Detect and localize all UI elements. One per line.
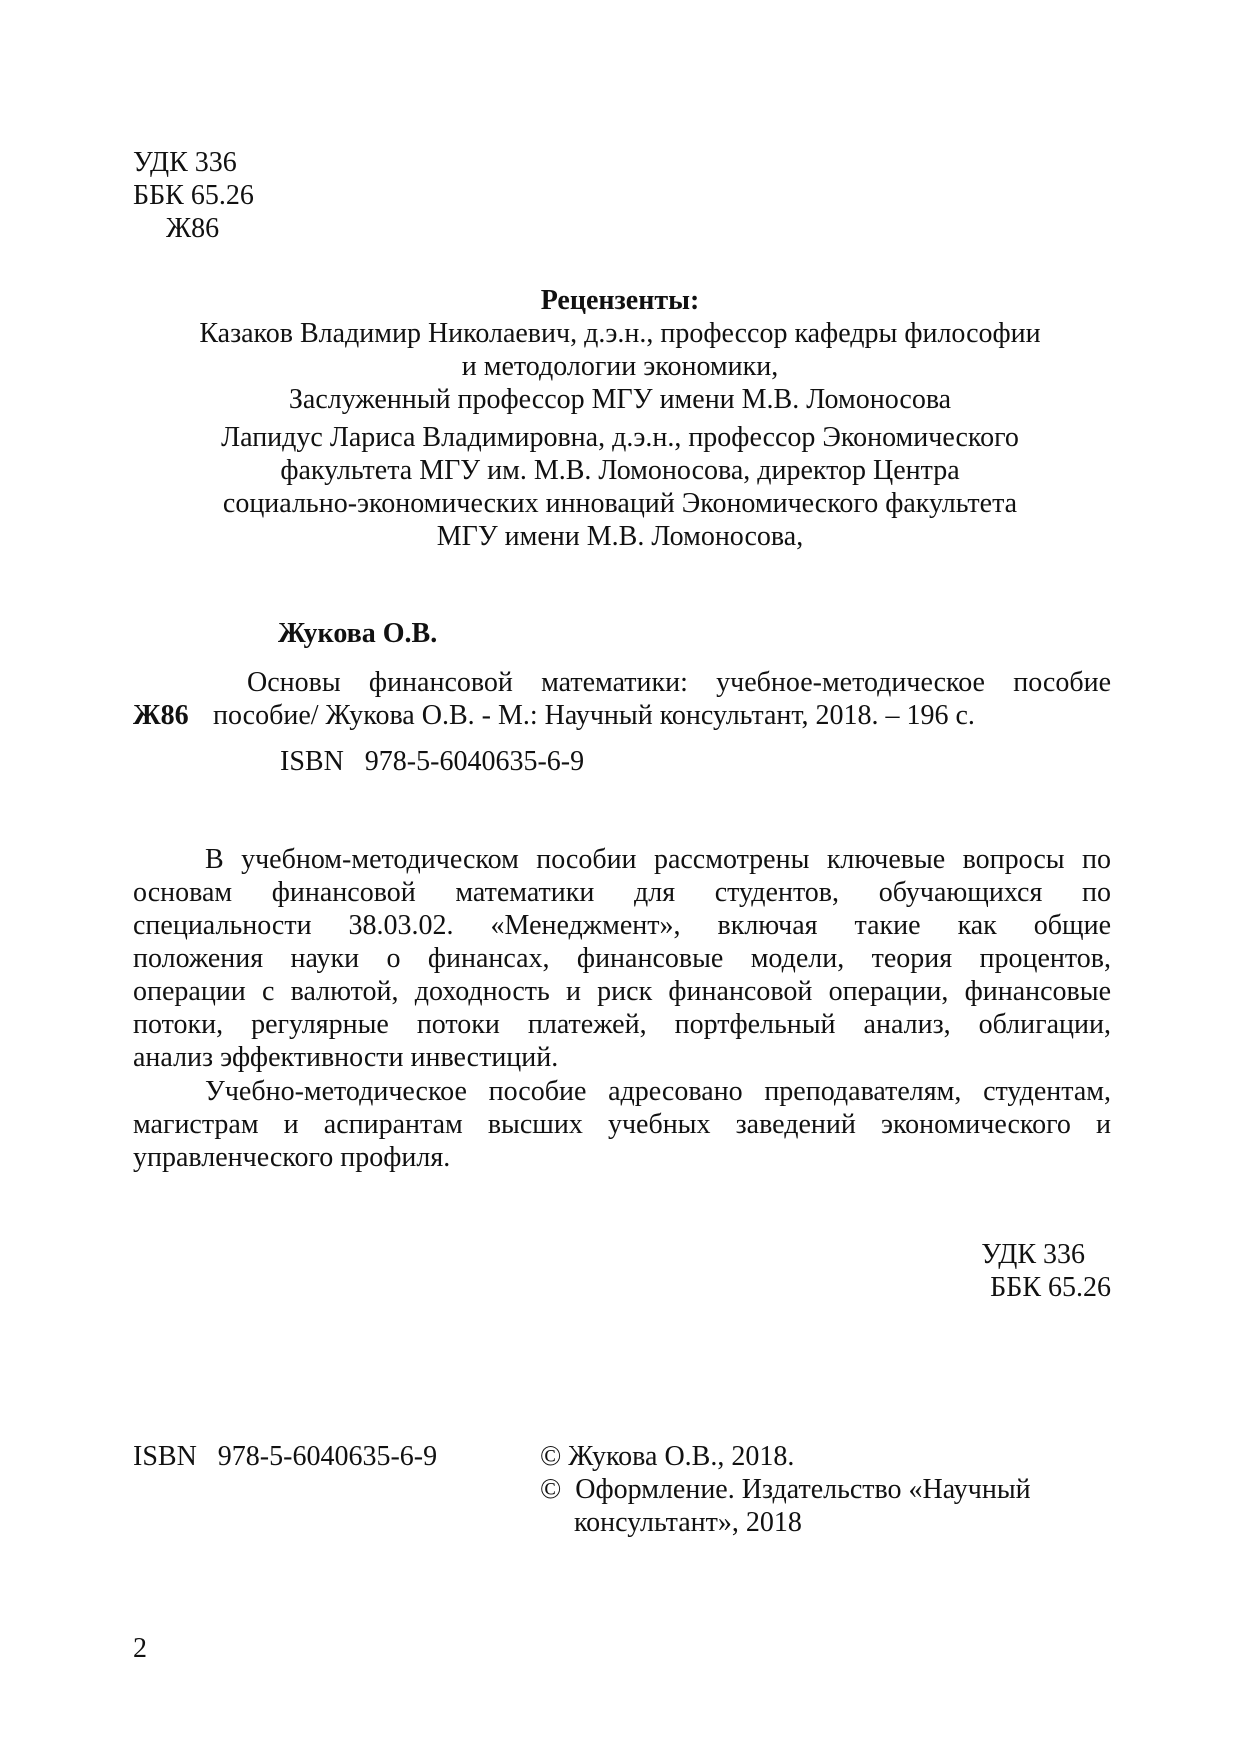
reviewer-2-line: факультета МГУ им. М.В. Ломоносова, директор Центра	[280, 455, 960, 486]
footer-bbk: ББК 65.26	[990, 1272, 1111, 1303]
abstract-line: В учебном-методическом пособии рассмотрены ключевые вопросы по	[205, 844, 1111, 875]
abstract-line: управленческого профиля.	[133, 1142, 451, 1173]
reviewer-1	[120, 317, 1120, 416]
abstract-line: Учебно-методическое пособие адресовано преподавателям, студентам,	[205, 1076, 1111, 1107]
bib-line-1	[247, 666, 1111, 699]
abstract-line: специальности 38.03.02. «Менеджмент», включая такие как общие	[133, 910, 1111, 941]
reviewer-2-line: МГУ имени М.В. Ломоносова,	[436, 521, 804, 552]
abstract-line: потоки, регулярные потоки платежей, портфельный анализ, облигации,	[133, 1009, 1111, 1040]
page-number: 2	[133, 1633, 147, 1664]
reviewer-1-line: Заслуженный профессор МГУ имени М.В. Ломоносова	[288, 384, 952, 415]
reviewer-1-line: Казаков Владимир Николаевич, д.э.н., профессор кафедры философии	[199, 318, 1041, 349]
reviewer-1-line: и методологии экономики,	[461, 351, 779, 382]
footer-udk: УДК 336	[981, 1239, 1085, 1270]
bib-mark: Ж86	[133, 700, 189, 731]
header-udk: УДК 336	[133, 147, 237, 178]
abstract-line: основам финансовой математики для студентов, обучающихся по	[133, 877, 1111, 908]
imprint-isbn: ISBN 978-5-6040635-6-9	[133, 1441, 438, 1472]
header-codes	[133, 146, 254, 245]
abstract-line: операции с валютой, доходность и риск финансовой операции, финансовые	[133, 976, 1111, 1007]
bib-isbn: ISBN 978-5-6040635-6-9	[280, 746, 585, 777]
bib-title: Основы финансовой математики: учебное-методическое пособие	[247, 667, 1111, 698]
bib-author: Жукова О.В.	[278, 618, 438, 649]
abstract-line: положения науки о финансах, финансовые модели, теория процентов,	[133, 943, 1111, 974]
bib-line-2: пособие/ Жукова О.В. - М.: Научный консультант, 2018. – 196 с.	[213, 700, 975, 731]
header-bbk: ББК 65.26	[133, 180, 254, 211]
footer-codes	[900, 1238, 1111, 1304]
reviewers-title: Рецензенты:	[540, 285, 700, 316]
abstract-line: анализ эффективности инвестиций.	[133, 1042, 559, 1073]
abstract-line: магистрам и аспирантам высших учебных заведений экономического и	[133, 1109, 1111, 1140]
reviewer-2-line: социально-экономических инноваций Экономического факультета	[222, 488, 1018, 519]
copyright-author: © Жукова О.В., 2018.	[540, 1441, 795, 1472]
abstract-paragraph-1	[133, 843, 1111, 1074]
reviewer-2-line: Лапидус Лариса Владимировна, д.э.н., профессор Экономического	[221, 422, 1019, 453]
reviewer-2	[120, 421, 1120, 553]
header-author-mark: Ж86	[166, 213, 220, 244]
copyright-design: © Оформление. Издательство «Научный	[540, 1474, 1031, 1505]
copyright-design-cont: консультант», 2018	[574, 1507, 802, 1538]
imprint-copyright	[540, 1440, 1031, 1539]
abstract-paragraph-2	[133, 1075, 1111, 1174]
